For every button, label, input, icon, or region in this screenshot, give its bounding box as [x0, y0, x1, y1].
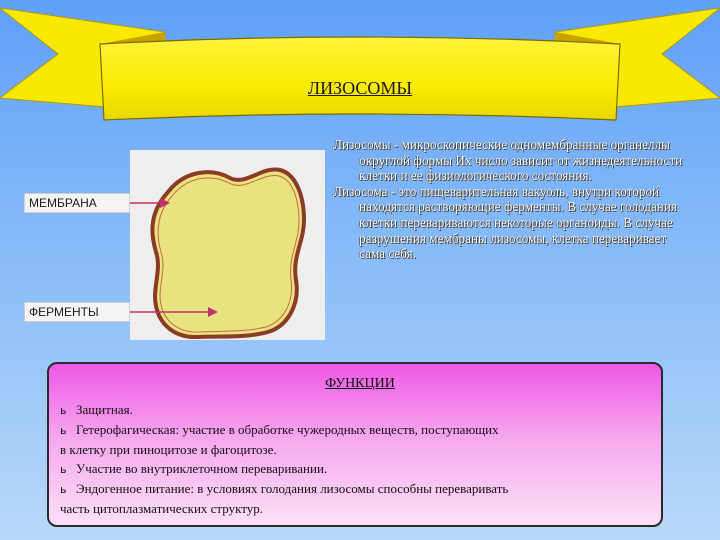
bullet-icon: ь — [60, 424, 67, 437]
bullet-icon: ь — [60, 483, 67, 496]
bullet-icon: ь — [60, 404, 67, 417]
function-item — [60, 479, 660, 518]
description-text — [333, 137, 690, 262]
bullet-icon: ь — [60, 463, 67, 476]
function-item-text: Участие во внутриклеточном переваривании. — [76, 461, 328, 476]
description-paragraph-2: Лизосома - это пищеварительная вакуоль, внутри которой находятся растворяющие ферменты. В случае голодания клетки перевариваются некоторые органоиды. В случае разрушения мембраны лизосомы, клетка переваривает сама себя. — [333, 183, 677, 262]
functions-list — [60, 400, 660, 518]
function-item-text: Гетерофагическая: участие в обработке чужеродных веществ, поступающих — [76, 422, 499, 437]
function-item-text: Эндогенное питание: в условиях голодания лизосомы способны переваривать — [76, 481, 509, 496]
functions-title: ФУНКЦИИ — [325, 376, 395, 391]
enzymes-label: ФЕРМЕНТЫ — [24, 302, 130, 322]
description-paragraph-1: Лизосомы - микроскопические одномембранные органеллы округлой формы Их число зависит от жизнедеятельности клетки и ее физиологического состояния. — [333, 137, 683, 184]
membrane-label: МЕМБРАНА — [24, 193, 130, 213]
page-title: ЛИЗОСОМЫ — [307, 78, 413, 98]
function-item-text: Защитная. — [76, 402, 133, 417]
function-item-continuation: часть цитоплазматических структур. — [60, 501, 264, 516]
function-item — [60, 459, 660, 479]
function-item — [60, 400, 660, 420]
function-item-continuation: в клетку при пиноцитозе и фагоцитозе. — [60, 442, 277, 457]
function-item — [60, 420, 660, 459]
